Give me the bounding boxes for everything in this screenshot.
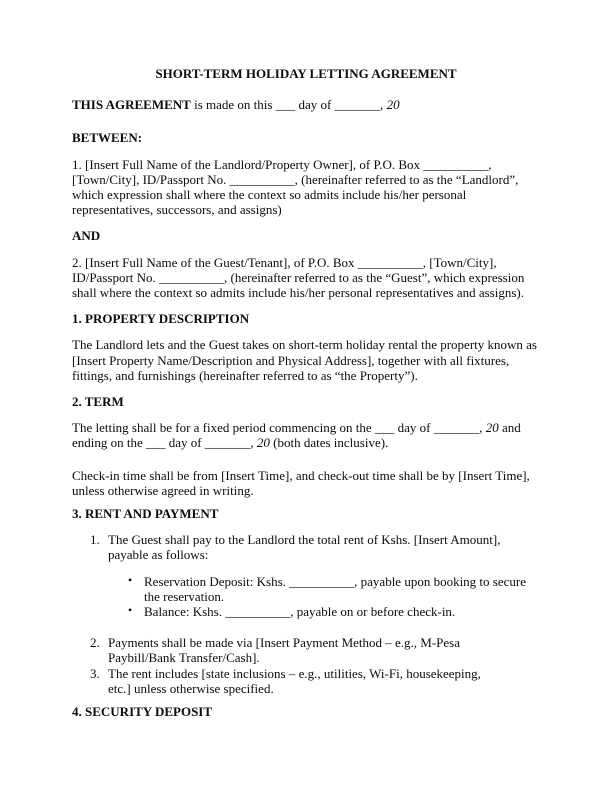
list-number: 3. xyxy=(90,665,100,681)
intro-clause: THIS AGREEMENT is made on this ___ day of _______, 20 xyxy=(72,97,400,113)
list-item-text: Reservation Deposit: Kshs. __________, payable upon booking to secure the reservation. xyxy=(144,573,526,604)
list-number: 1. xyxy=(90,532,100,548)
guest-clause: 2. [Insert Full Name of the Guest/Tenant], of P.O. Box __________, [Town/City], ID/Passport No. __________, (hereinafter referred to as the “Guest”, which expression shall where the context so admits include his/her personal representatives and assigns). xyxy=(72,254,525,301)
bullet-icon: • xyxy=(128,572,133,587)
section-term-heading: 2. TERM xyxy=(72,394,124,410)
rent-list-item-3 xyxy=(90,665,504,696)
list-item-text: Payments shall be made via [Insert Payment Method – e.g., M-Pesa Paybill/Bank Transfer/Cash]. xyxy=(108,635,461,666)
document-title: SHORT-TERM HOLIDAY LETTING AGREEMENT xyxy=(155,66,457,81)
rent-list-item-2 xyxy=(90,635,504,666)
landlord-clause: 1. [Insert Full Name of the Landlord/Property Owner], of P.O. Box __________, [Town/City], ID/Passport No. __________, (hereinafter referred to as the “Landlord”, which expression shall where the context so admits include his/her personal representatives, successors, and assigns) xyxy=(72,156,519,218)
property-description-clause: The Landlord lets and the Guest takes on short-term holiday rental the property known as [Insert Property Name/Description and Physical Address], together with all fixtures, fittings, and furnishings (hereinafter referred to as “the Property”). xyxy=(72,337,537,383)
list-item-text: Balance: Kshs. __________, payable on or before check-in. xyxy=(144,604,456,620)
and-heading: AND xyxy=(72,228,101,244)
checkin-checkout-clause: Check-in time shall be from [Insert Time], and check-out time shall be by [Insert Time], unless otherwise agreed in writing. xyxy=(72,467,530,498)
section-rent-heading: 3. RENT AND PAYMENT xyxy=(72,506,219,522)
rent-list-item-1 xyxy=(90,532,504,563)
section-security-heading: 4. SECURITY DEPOSIT xyxy=(72,704,213,720)
section-property-heading: 1. PROPERTY DESCRIPTION xyxy=(72,311,250,327)
term-clause: The letting shall be for a fixed period commencing on the ___ day of _______, 20 and ending on the ___ day of _______, 20 (both dates inclusive). xyxy=(72,420,521,451)
list-number: 2. xyxy=(90,635,100,651)
between-heading: BETWEEN: xyxy=(72,130,143,146)
list-item-text: The rent includes [state inclusions – e.g., utilities, Wi-Fi, housekeeping, etc.] unless otherwise specified. xyxy=(108,665,481,696)
bullet-icon: • xyxy=(128,603,133,618)
balance-bullet-item xyxy=(128,603,540,620)
list-item-text: The Guest shall pay to the Landlord the total rent of Kshs. [Insert Amount], payable as follows: xyxy=(108,532,501,563)
deposit-bullet-item xyxy=(128,572,540,604)
